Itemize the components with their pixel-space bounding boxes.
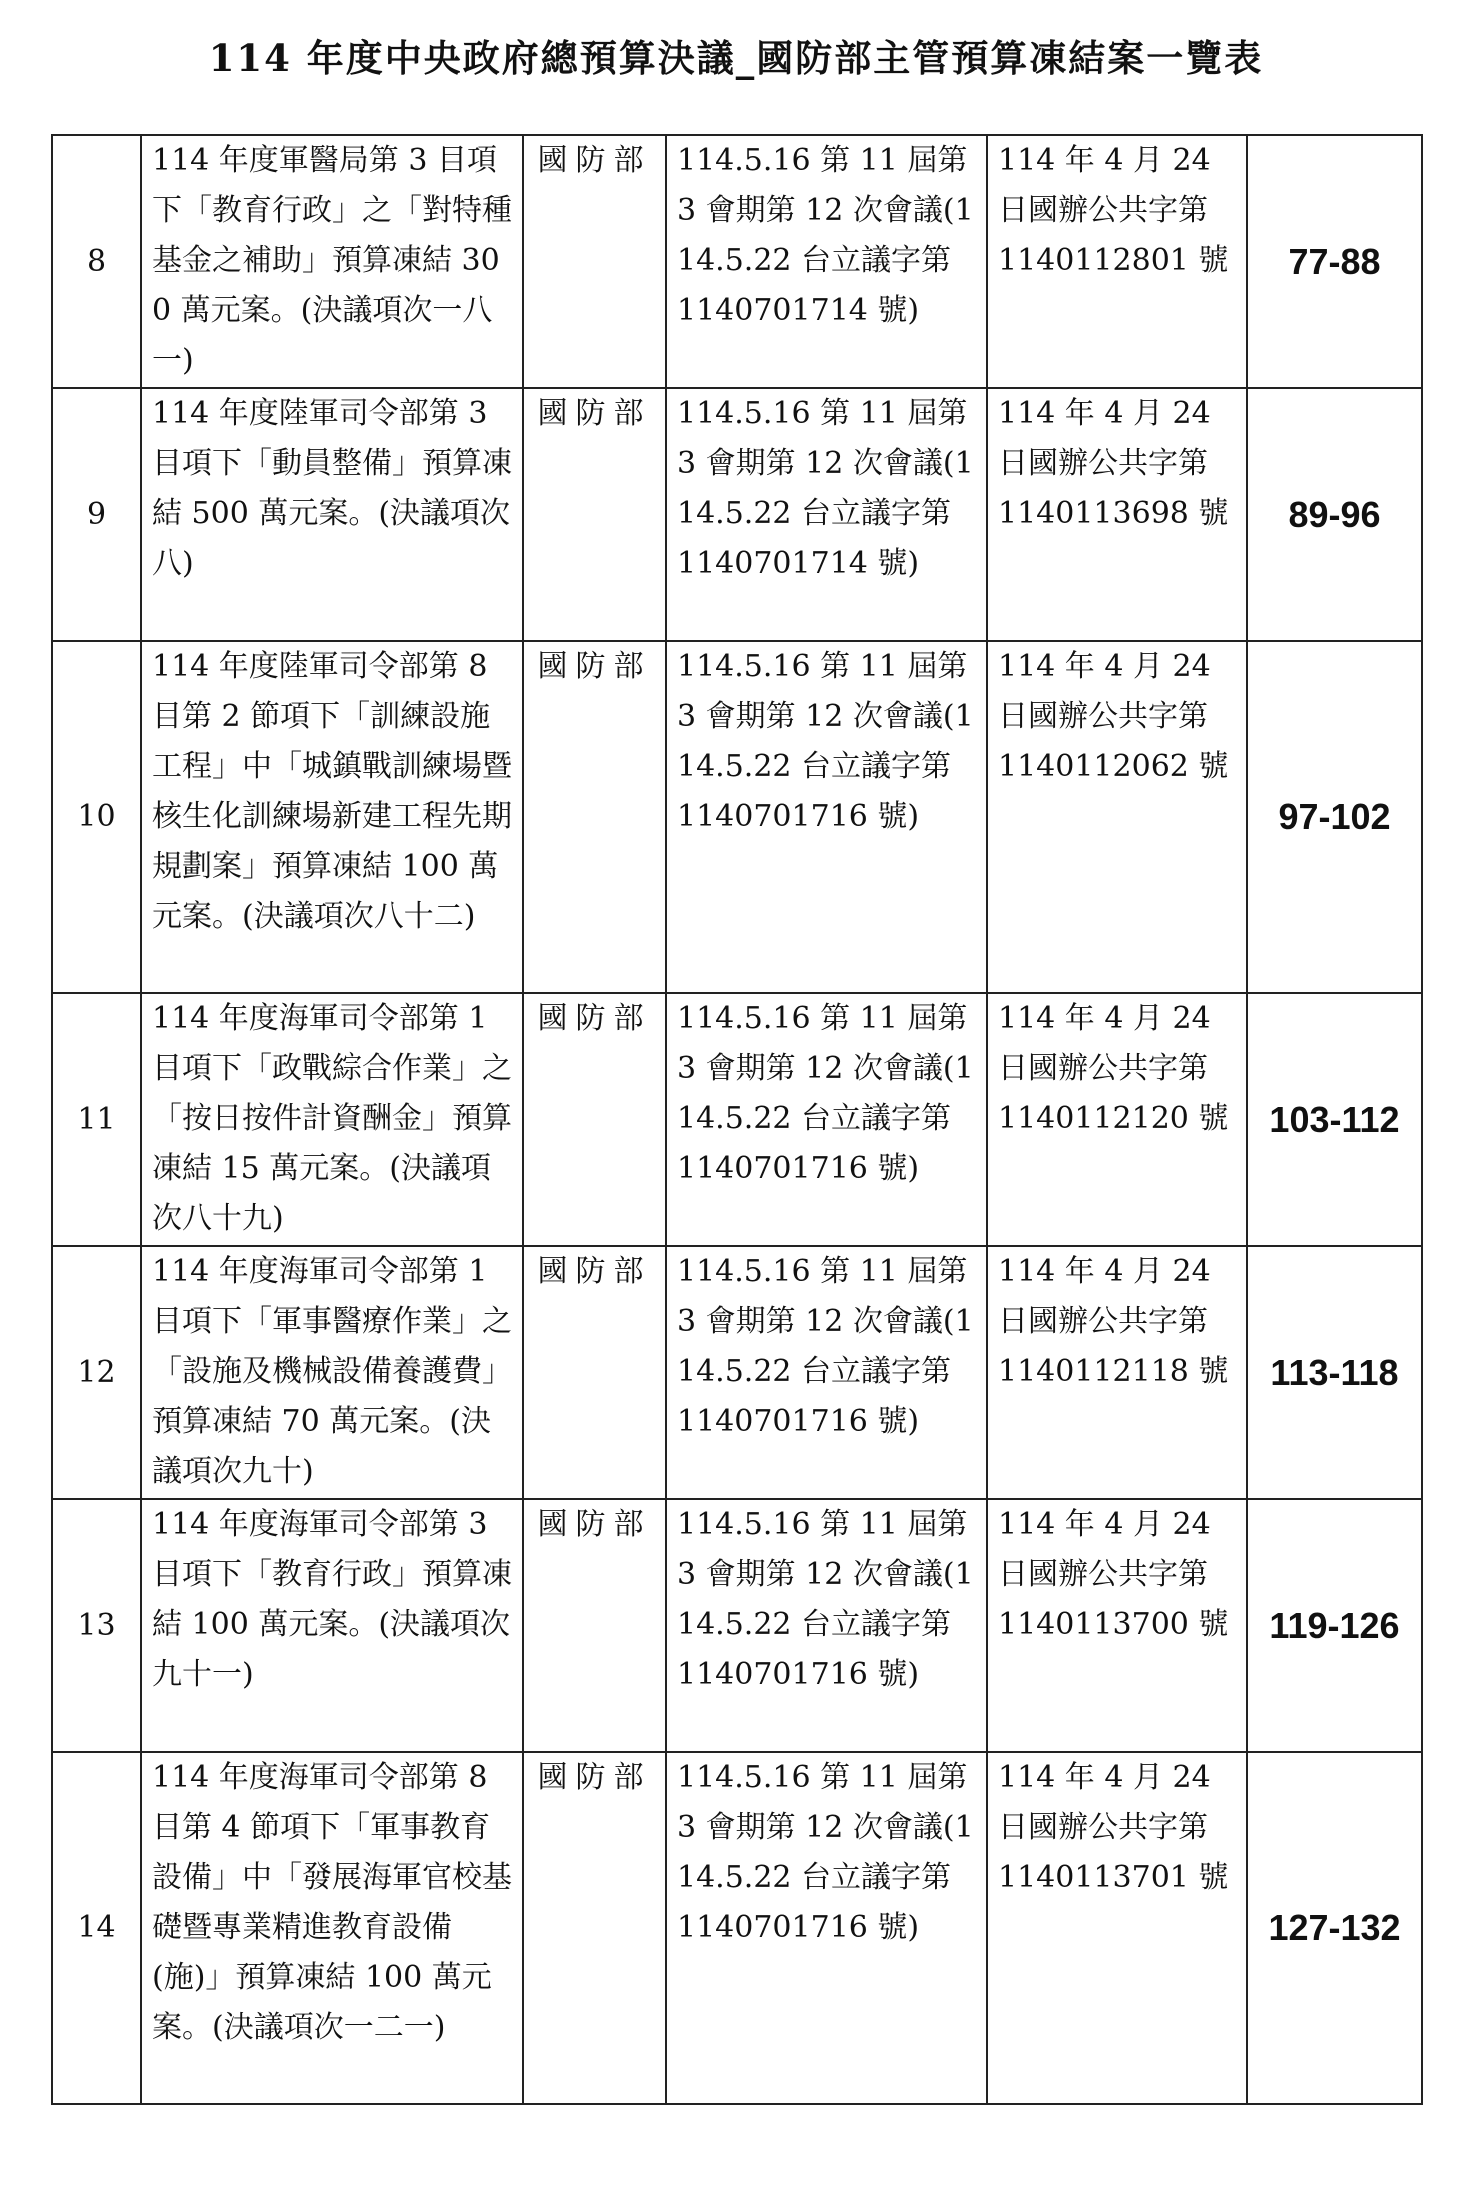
- table-row: [52, 1499, 1422, 1752]
- row-number: 13: [52, 1499, 141, 1752]
- letter-reference: 114 年 4 月 24 日國辦公共字第 1140112118 號: [987, 1246, 1247, 1499]
- table-row: [52, 388, 1422, 641]
- agency: 國防部: [523, 641, 666, 993]
- agency: 國防部: [523, 993, 666, 1246]
- page-range: 97-102: [1247, 641, 1422, 993]
- page-range: 103-112: [1247, 993, 1422, 1246]
- meeting-reference: 114.5.16 第 11 屆第 3 會期第 12 次會議(114.5.22 台立議字第 1140701716 號): [666, 641, 987, 993]
- row-number: 14: [52, 1752, 141, 2104]
- letter-reference: 114 年 4 月 24 日國辦公共字第 1140112801 號: [987, 135, 1247, 388]
- page-range: 127-132: [1247, 1752, 1422, 2104]
- agency: 國防部: [523, 388, 666, 641]
- row-number: 8: [52, 135, 141, 388]
- letter-reference: 114 年 4 月 24 日國辦公共字第 1140112120 號: [987, 993, 1247, 1246]
- case-description: 114 年度海軍司令部第 1 目項下「軍事醫療作業」之「設施及機械設備養護費」預算凍結 70 萬元案。(決議項次九十): [141, 1246, 523, 1499]
- meeting-reference: 114.5.16 第 11 屆第 3 會期第 12 次會議(114.5.22 台立議字第 1140701716 號): [666, 1499, 987, 1752]
- page-range: 77-88: [1247, 135, 1422, 388]
- agency: 國防部: [523, 1499, 666, 1752]
- row-number: 10: [52, 641, 141, 993]
- letter-reference: 114 年 4 月 24 日國辦公共字第 1140113698 號: [987, 388, 1247, 641]
- agency: 國防部: [523, 135, 666, 388]
- freeze-case-table: [51, 134, 1423, 2105]
- table-row: [52, 1246, 1422, 1499]
- page-range: 113-118: [1247, 1246, 1422, 1499]
- case-description: 114 年度海軍司令部第 1 目項下「政戰綜合作業」之「按日按件計資酬金」預算凍結 15 萬元案。(決議項次八十九): [141, 993, 523, 1246]
- table-row: [52, 135, 1422, 388]
- table-row: [52, 993, 1422, 1246]
- agency: 國防部: [523, 1246, 666, 1499]
- meeting-reference: 114.5.16 第 11 屆第 3 會期第 12 次會議(114.5.22 台立議字第 1140701716 號): [666, 1752, 987, 2104]
- row-number: 9: [52, 388, 141, 641]
- meeting-reference: 114.5.16 第 11 屆第 3 會期第 12 次會議(114.5.22 台立議字第 1140701714 號): [666, 135, 987, 388]
- case-description: 114 年度陸軍司令部第 8 目第 2 節項下「訓練設施工程」中「城鎮戰訓練場暨核生化訓練場新建工程先期規劃案」預算凍結 100 萬元案。(決議項次八十二): [141, 641, 523, 993]
- letter-reference: 114 年 4 月 24 日國辦公共字第 1140113701 號: [987, 1752, 1247, 2104]
- row-number: 11: [52, 993, 141, 1246]
- page-range: 89-96: [1247, 388, 1422, 641]
- case-description: 114 年度海軍司令部第 8 目第 4 節項下「軍事教育設備」中「發展海軍官校基礎暨專業精進教育設備(施)」預算凍結 100 萬元案。(決議項次一二一): [141, 1752, 523, 2104]
- page-title: 114 年度中央政府總預算決議_國防部主管預算凍結案一覽表: [208, 36, 1264, 80]
- case-description: 114 年度海軍司令部第 3 目項下「教育行政」預算凍結 100 萬元案。(決議項次九十一): [141, 1499, 523, 1752]
- case-description: 114 年度陸軍司令部第 3 目項下「動員整備」預算凍結 500 萬元案。(決議項次八): [141, 388, 523, 641]
- letter-reference: 114 年 4 月 24 日國辦公共字第 1140113700 號: [987, 1499, 1247, 1752]
- meeting-reference: 114.5.16 第 11 屆第 3 會期第 12 次會議(114.5.22 台立議字第 1140701714 號): [666, 388, 987, 641]
- case-description: 114 年度軍醫局第 3 目項下「教育行政」之「對特種基金之補助」預算凍結 300 萬元案。(決議項次一八一): [141, 135, 523, 388]
- page-range: 119-126: [1247, 1499, 1422, 1752]
- table-row: [52, 641, 1422, 993]
- letter-reference: 114 年 4 月 24 日國辦公共字第 1140112062 號: [987, 641, 1247, 993]
- row-number: 12: [52, 1246, 141, 1499]
- meeting-reference: 114.5.16 第 11 屆第 3 會期第 12 次會議(114.5.22 台立議字第 1140701716 號): [666, 1246, 987, 1499]
- meeting-reference: 114.5.16 第 11 屆第 3 會期第 12 次會議(114.5.22 台立議字第 1140701716 號): [666, 993, 987, 1246]
- agency: 國防部: [523, 1752, 666, 2104]
- table-row: [52, 1752, 1422, 2104]
